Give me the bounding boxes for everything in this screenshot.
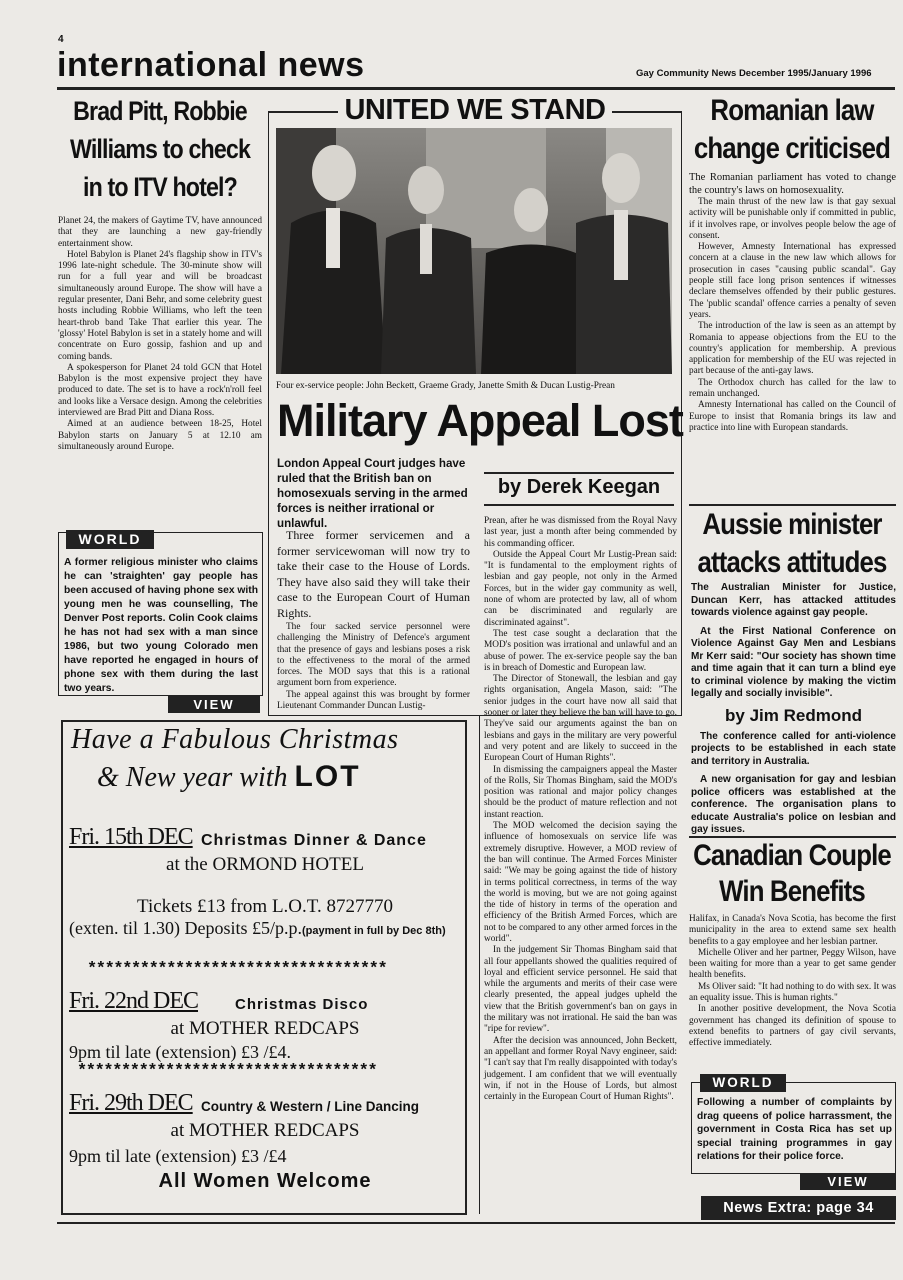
center-col-2 xyxy=(484,516,677,1103)
left-column xyxy=(58,92,262,453)
page-number: 4 xyxy=(58,34,64,45)
world-tag-right: WORLD xyxy=(700,1074,786,1092)
kicker-rule-right xyxy=(612,111,682,113)
center-col1-para-1: Three former servicemen and a former servicewoman will now try to take their case to the House of Lords. They have also said they will take their case to the European Court of Human Rights. xyxy=(277,528,470,620)
canada-para-1: Halifax, in Canada's Nova Scotia, has become the first municipality in the area to extend same sex health benefits to a gay employee and her lesbian partner. xyxy=(689,914,896,947)
right-headline-1: Romanian law change criticised xyxy=(693,94,891,165)
view-tag-right: VIEW xyxy=(800,1173,896,1190)
ad-deposit: (exten. til 1.30) Deposits £5/p.p. xyxy=(69,918,302,938)
event-3-title: Country & Western / Line Dancing xyxy=(201,1099,420,1114)
right-headline-3: Canadian Couple Win Benefits xyxy=(693,839,891,908)
event-3-time: 9pm til late (extension) £3 /£4 xyxy=(69,1146,287,1166)
section-title: international news xyxy=(57,46,365,84)
right-column xyxy=(689,92,896,434)
event-2-date: Fri. 22nd DEC xyxy=(69,988,199,1014)
world-tag-left: WORLD xyxy=(66,530,154,549)
aussie-para-4: A new organisation for gay and lesbian police officers was established at the conference. The organisation plans to educate Australia's police on lesbian and gay issues. xyxy=(691,774,896,835)
romania-para-4: The introduction of the law is seen as an attempt by Romania to appease objections from the EU to the country's application for membership. A previous application for membership of the EU was rejected in part because of the anti-gay laws. xyxy=(689,321,896,377)
center-col2-para-1: Prean, after he was dismissed from the Royal Navy last year, just a month after being commended by his commanding officer. xyxy=(484,516,677,549)
left-para-2: Hotel Babylon is Planet 24's flagship show in ITV's 1996 late-night schedule. The 30-minute show will run for a full year and will be broadcast simultaneously around Europe. The show will have a regular presenter, Dani Behr, and some celebrity guest hosts including Robbie Williams, who left the teen heart-throb band Take That earlier this year. The 'glossy' Hotel Babylon is set in a stately home and will concentrate on Euro gossip, fashion and up and coming bands. xyxy=(58,249,262,362)
left-headline: Brad Pitt, Robbie Williams to check in to ITV hotel? xyxy=(69,96,251,202)
photo-caption: Four ex-service people: John Beckett, Graeme Grady, Janette Smith & Ducan Lustig-Prean xyxy=(276,381,615,391)
center-col2-para-2: Outside the Appeal Court Mr Lustig-Prean said: "It is fundamental to the employment rights of lesbian and gay people, not only in the Armed Forces, but in the wider gay community as well, none of whom are protected by law, all of whom can be discriminated and regularly are discriminated against". xyxy=(484,549,677,628)
romania-para-5: The Orthodox church has called for the law to remain unchanged. xyxy=(689,377,896,400)
center-col1-para-2: The four sacked service personnel were challenging the Ministry of Defence's argument that the presence of gays and lesbians poses a risk to the effectiveness to the moral of the armed forces. The MOD says that this is a rational argument born from experience. xyxy=(277,622,470,689)
byline-rule-top xyxy=(484,472,674,474)
left-para-1: Planet 24, the makers of Gaytime TV, have announced that they are launching a new gay-friendly entertainment show. xyxy=(58,216,262,249)
world-text-right: Following a number of complaints by drag queens of police harrassment, the government in Costa Rica has set up special training programmes in gay relations for their police force. xyxy=(697,1097,892,1162)
aussie-para-3: The conference called for anti-violence projects to be established in each state and territory in Australia. xyxy=(691,730,896,767)
center-col-1 xyxy=(277,528,470,712)
center-headline: Military Appeal Lost xyxy=(277,395,683,446)
ad-stars-2: ********************************** xyxy=(77,1062,377,1081)
aussie-para-1: The Australian Minister for Justice, Duncan Kerr, has attacked attitudes towards violence against gay people. xyxy=(691,582,896,618)
center-col2-divider xyxy=(479,716,480,1214)
ad-line-1: Have a Fabulous Christmas xyxy=(71,724,399,755)
right-headline-2: Aussie minister attacks attitudes xyxy=(697,508,887,579)
event-1-title: Christmas Dinner & Dance xyxy=(201,832,427,849)
center-col2-para-8: After the decision was announced, John Beckett, an appellant and former Royal Navy engineer, said: "I can't say that I'm really disappointed with today's judgement. I am confident that we will eventually win, if not in the House of Lords, but almost certainly in the European Court of Human Rights". xyxy=(484,1035,677,1103)
view-tag-left: VIEW xyxy=(168,696,260,713)
ad-line-2: & New year with xyxy=(97,762,295,793)
ad-deposit-note: (payment in full by Dec 8th) xyxy=(301,925,446,937)
center-col2-para-4: The Director of Stonewall, the lesbian and gay rights organisation, Angela Mason, said: "The senior judges in the court have now all said that sooner or later they believe the ban will have to go. They've said our arguments against the ban on lesbians and gays in the military are very powerful and very potent and are likely to succeed in the European Court of Human Rights". xyxy=(484,674,677,764)
event-3-venue: at MOTHER REDCAPS xyxy=(170,1120,360,1141)
event-2-title: Christmas Disco xyxy=(235,996,369,1013)
world-text-left: A former religious minister who claims he can 'straighten' gay people has been accused of having phone sex with young men he was counselling, The Denver Post reports. Colin Cook claims he has not had sex with a man since 1986, but two young Colorado men have reported he engaged in hours of phone sex with them during the last two years. xyxy=(64,557,258,694)
kicker: UNITED WE STAND xyxy=(344,94,606,126)
center-col2-para-7: In the judgement Sir Thomas Bingham said that all four appellants showed the qualities required of loyal and efficient service personnel. He said that while the arguments and merits of their case were clearly presented, the appeal judges upheld the view that the British government's ban on gays in the military was not irrational. He said the ban was "ripe for review". xyxy=(484,945,677,1035)
center-byline: by Derek Keegan xyxy=(497,476,661,498)
standfirst: London Appeal Court judges have ruled that the British ban on homosexuals serving in the armed forces is neither irrational or unlawful. xyxy=(277,457,468,530)
center-col1-para-3: The appeal against this was brought by former Lieutenant Commander Duncan Lustig- xyxy=(277,689,470,712)
romania-para-6: Amnesty International has called on the Council of Europe to insist that Romania brings its law and practice into line with European standards. xyxy=(689,400,896,433)
kicker-rule-left xyxy=(268,111,338,113)
footer-rule xyxy=(57,1222,895,1224)
canada-para-3: Ms Oliver said: "It had nothing to do with sex. It was an equality issue. This is human rights." xyxy=(689,981,896,1004)
center-col2-para-3: The test case sought a declaration that the MOD's position was irrational and unlawful and an abuse of power. The ex-service people say the ban is in breach of Domestic and European law. xyxy=(484,628,677,673)
event-1-date: Fri. 15th DEC xyxy=(69,824,193,850)
event-3-date: Fri. 29th DEC xyxy=(69,1090,193,1116)
news-extra-banner: News Extra: page 34 xyxy=(701,1196,896,1220)
canada-story xyxy=(689,914,896,1050)
masthead: Gay Community News December 1995/January 1996 xyxy=(636,68,872,79)
ad-lot-logo: LOT xyxy=(294,760,361,793)
canada-para-2: Michelle Oliver and her partner, Peggy Wilson, have been waiting for more than a year to get same gender health benefits. xyxy=(689,947,896,981)
photo-figures xyxy=(276,128,672,374)
aussie-para-2: At the First National Conference on Violence Against Gay Men and Lesbians Mr Kerr said: "Our society has shown time and time again that it can turn a blind eye to criminal violence by making the victim legally and socially invisible". xyxy=(691,625,896,699)
left-para-3: A spokesperson for Planet 24 told GCN that Hotel Babylon is the most expensive project they have produced to date. The set is to have a rock'n'roll feel and looks like a Versace design. Among the celebrities interviewed are Brad Pitt and Diana Ross. xyxy=(58,362,262,419)
ad-tickets: Tickets £13 from L.O.T. 8727770 xyxy=(137,896,393,917)
lot-advert xyxy=(61,720,467,1215)
ad-stars-1: ********************************** xyxy=(87,960,387,979)
center-col2-para-5: In dismissing the campaigners appeal the Master of the Rolls, Sir Thomas Bingham, said the MOD's position was rational and major policy changes should be the product of mature reflection and not instant reaction. xyxy=(484,764,677,820)
header-rule xyxy=(57,87,895,90)
event-3-note: All Women Welcome xyxy=(158,1170,372,1192)
romania-para-3: However, Amnesty International has expressed concern at a clause in the new law which allows for prosecution in cases "causing public scandal". Gay people still face long prison sentences if witnesses declare themselves offended by their public gestures. The 'public scandal' offence carries a penalty of seven years. xyxy=(689,242,896,320)
canada-para-4: In another positive development, the Nova Scotia government has changed its definition of spouse to extend benefits to partners of gay civil servants, effective immediately. xyxy=(689,1004,896,1049)
byline-rule-bottom xyxy=(484,504,674,506)
center-col2-para-6: The MOD welcomed the decision saying the influence of homosexuals on service life was extremely disruptive. However, a MOD review of the ban will continue. The Armed Forces Minister said: "We may be going against the tide of history in terms political correctness, in terms of the way the world is moving, but we are not going against the tide of history in terms of the operation and efficiency of the British Armed Forces, which are not to be compared to any other armed forces in the world". xyxy=(484,821,677,944)
event-2-venue: at MOTHER REDCAPS xyxy=(170,1018,360,1039)
left-para-4: Aimed at an audience between 18-25, Hotel Babylon starts on January 5 at 12.10 am simultaneously around Europe. xyxy=(58,419,262,452)
aussie-story xyxy=(691,582,896,837)
event-1-venue: at the ORMOND HOTEL xyxy=(166,854,364,875)
event-2-time: 9pm til late (extension) £3 /£4. xyxy=(69,1042,291,1062)
romania-para-1: The Romanian parliament has voted to change the country's laws on homosexuality. xyxy=(689,172,896,196)
romania-para-2: The main thrust of the new law is that gay sexual activity will be punishable only if committed in public, if it involves rape, or involves people below the age of consent. xyxy=(689,197,896,241)
aussie-byline: by Jim Redmond xyxy=(725,705,862,725)
group-photo xyxy=(276,128,672,374)
